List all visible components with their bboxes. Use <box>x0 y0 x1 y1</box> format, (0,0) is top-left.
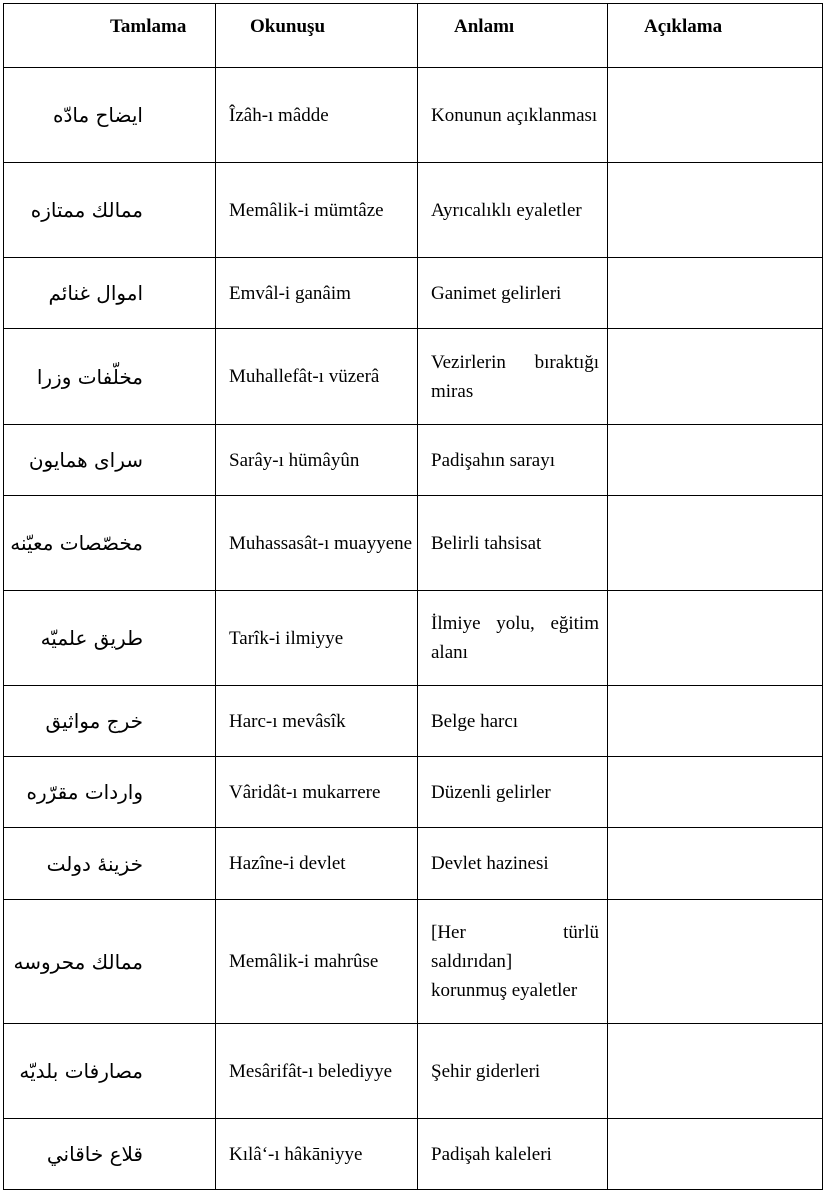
arabic-phrase: واردات مقرّره <box>4 757 216 828</box>
explanation-cell <box>608 757 823 828</box>
reading-cell: Muhassasât-ı muayyene <box>216 496 418 591</box>
meaning-cell: Padişah kaleleri <box>418 1119 608 1190</box>
meaning-cell: İlmiye yolu, eğitim alanı <box>418 591 608 686</box>
table-row <box>4 425 823 496</box>
arabic-phrase: طريق علميّه <box>4 591 216 686</box>
explanation-cell <box>608 68 823 163</box>
table-row <box>4 1119 823 1190</box>
header-aciklama: Açıklama <box>608 4 823 68</box>
reading-cell: Hazîne-i devlet <box>216 828 418 900</box>
table-row <box>4 258 823 329</box>
header-anlami: Anlamı <box>418 4 608 68</box>
meaning-cell <box>418 900 608 1024</box>
explanation-cell <box>608 828 823 900</box>
explanation-cell <box>608 258 823 329</box>
meaning-cell: Belirli tahsisat <box>418 496 608 591</box>
explanation-cell <box>608 591 823 686</box>
explanation-cell <box>608 329 823 425</box>
table-row <box>4 828 823 900</box>
table-row <box>4 68 823 163</box>
meaning-cell: Devlet hazinesi <box>418 828 608 900</box>
table-row <box>4 591 823 686</box>
meaning-cell: Vezirlerin bıraktığı miras <box>418 329 608 425</box>
arabic-phrase: قلاع خاقاني <box>4 1119 216 1190</box>
meaning-cell: Düzenli gelirler <box>418 757 608 828</box>
reading-cell: Tarîk-i ilmiyye <box>216 591 418 686</box>
reading-cell: Vâridât-ı mukarrere <box>216 757 418 828</box>
meaning-cell: Şehir giderleri <box>418 1024 608 1119</box>
arabic-phrase: ممالك محروسه <box>4 900 216 1024</box>
meaning-cell: Ganimet gelirleri <box>418 258 608 329</box>
reading-cell: Îzâh-ı mâdde <box>216 68 418 163</box>
explanation-cell <box>608 900 823 1024</box>
header-okunusu: Okunuşu <box>216 4 418 68</box>
arabic-phrase: خزينهٔ دولت <box>4 828 216 900</box>
vocabulary-table <box>3 3 823 1190</box>
header-row <box>4 4 823 68</box>
reading-cell: Memâlik-i mahrûse <box>216 900 418 1024</box>
table-row <box>4 329 823 425</box>
table-row <box>4 1024 823 1119</box>
reading-cell: Memâlik-i mümtâze <box>216 163 418 258</box>
meaning-line: korunmuş eyaletler <box>431 980 578 1001</box>
arabic-phrase: مصارفات بلديّه <box>4 1024 216 1119</box>
reading-cell: Muhallefât-ı vüzerâ <box>216 329 418 425</box>
table-row <box>4 496 823 591</box>
arabic-phrase: ممالك ممتازه <box>4 163 216 258</box>
arabic-phrase: ایضاح مادّه <box>4 68 216 163</box>
explanation-cell <box>608 163 823 258</box>
arabic-phrase: اموال غنائم <box>4 258 216 329</box>
meaning-cell: Ayrıcalıklı eyaletler <box>418 163 608 258</box>
arabic-phrase: مخصّصات معيّنه <box>4 496 216 591</box>
reading-cell: Sarây-ı hümâyûn <box>216 425 418 496</box>
reading-cell: Kılâ‘-ı hâkāniyye <box>216 1119 418 1190</box>
meaning-cell: Belge harcı <box>418 686 608 757</box>
arabic-phrase: خرج مواثيق <box>4 686 216 757</box>
header-tamlama: Tamlama <box>4 4 216 68</box>
reading-cell: Harc-ı mevâsîk <box>216 686 418 757</box>
table-row <box>4 900 823 1024</box>
explanation-cell <box>608 686 823 757</box>
arabic-phrase: سراى همايون <box>4 425 216 496</box>
table-row <box>4 163 823 258</box>
explanation-cell <box>608 425 823 496</box>
explanation-cell <box>608 496 823 591</box>
meaning-cell: Konunun açıklanması <box>418 68 608 163</box>
explanation-cell <box>608 1024 823 1119</box>
meaning-line: saldırıdan] <box>431 951 513 972</box>
arabic-phrase: مخلّفات وزرا <box>4 329 216 425</box>
table-row <box>4 686 823 757</box>
reading-cell: Emvâl-i ganâim <box>216 258 418 329</box>
meaning-line: [Her türlü <box>431 922 599 943</box>
meaning-cell: Padişahın sarayı <box>418 425 608 496</box>
reading-cell: Mesârifât-ı belediyye <box>216 1024 418 1119</box>
explanation-cell <box>608 1119 823 1190</box>
table-row <box>4 757 823 828</box>
